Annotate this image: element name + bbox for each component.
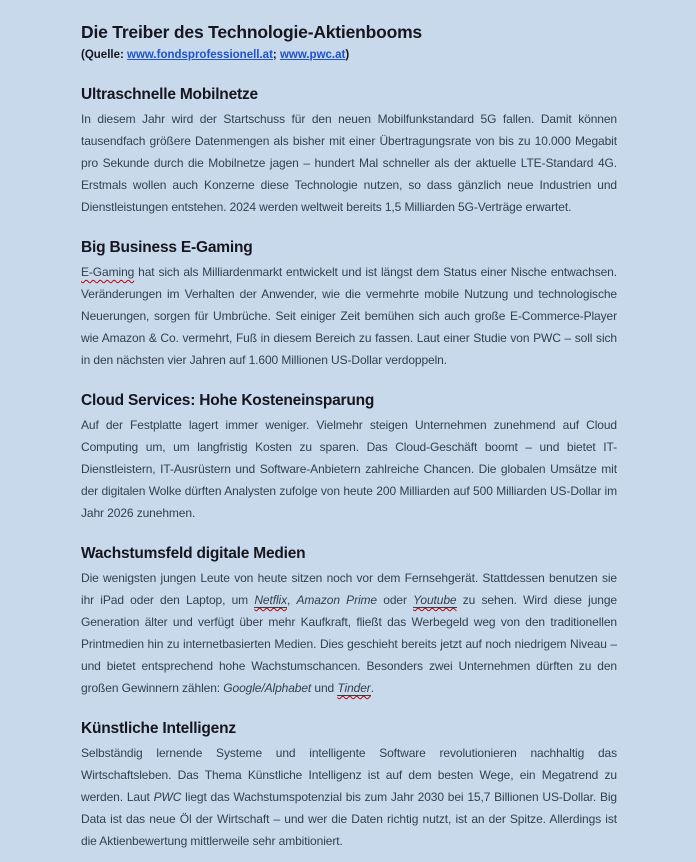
text-run: hat sich als Milliardenmarkt entwickelt und ist längst dem Status einer Nische entwachsen. Veränderungen im Verhalten der Anwender, wie die vermehrte mobile Nutzung und technologische Neuerungen, sorgen für Umbrüche. Seit einiger Zeit bemühen sich auch große E-Commerce-Player wie Amazon & Co. vermehrt, Fuß in diesem Bereich zu fassen. Laut einer Studie von PWC – soll sich in den nächsten vier Jahren auf 1.600 Millionen US-Dollar verdoppeln. — [81, 265, 617, 367]
text-run: und — [311, 681, 338, 695]
source-link-pwc[interactable]: www.pwc.at — [279, 49, 346, 61]
page-title: Die Treiber des Technologie-Aktienbooms — [81, 22, 422, 42]
text-run: , — [286, 593, 297, 607]
content-section — [81, 238, 617, 371]
content-section — [81, 85, 617, 218]
section-paragraph — [81, 414, 617, 524]
text-run: zu sehen. Wird diese junge Generation älter und verfügt über mehr Kaufkraft, fließt das Werbegeld weg von den traditionellen Printmedien hin zu internetbasierten Medien. Dies geschieht bereits jetzt auf noch niedrigem Niveau – und bietet entsprechend hohe Wachstumschancen. Besonders zwei Unternehmen dürften zu den großen Gewinnern zählen: — [81, 593, 617, 695]
section-heading: Cloud Services: Hohe Kosteneinsparung — [81, 392, 375, 409]
text-run: liegt das Wachstumspotenzial bis zum Jahr 2030 bei 15,7 Billionen US-Dollar. Big Data ist das neue Öl der Wirtschaft – und wer die Daten richtig nutzt, ist an der Spitze. Allerdings ist die Aktienbewertung mittlerweile sehr ambitioniert. — [81, 790, 617, 848]
text-run: Selbständig lernende Systeme und intelligente Software revolutionieren nachhaltig das Wirtschaftsleben. Das Thema Künstliche Intelligenz ist auf dem besten Wege, ein Megatrend zu werden. Laut — [81, 746, 617, 804]
content-section — [81, 719, 617, 852]
section-heading: Ultraschnelle Mobilnetze — [81, 86, 258, 103]
content-section — [81, 544, 617, 699]
section-paragraph — [81, 108, 617, 218]
emphasized-term: Google/Alphabet — [223, 681, 312, 695]
source-separator: ; — [272, 49, 280, 61]
section-paragraph — [81, 261, 617, 371]
text-run: . — [370, 681, 374, 695]
section-heading: Wachstumsfeld digitale Medien — [81, 545, 306, 562]
sections-container — [81, 85, 617, 852]
text-run: Auf der Festplatte lagert immer weniger. Vielmehr steigen Unternehmen zunehmend auf Cloud Computing um, um langfristig Kosten zu sparen. Das Cloud-Geschäft boomt – und bietet IT-Dienstleistern, IT-Ausrüstern und Software-Anbietern zahlreiche Chancen. Die globalen Umsätze mit der digitalen Wolke dürften Analysten zufolge von heute 200 Milliarden auf 500 Milliarden US-Dollar im Jahr 2026 zunehmen. — [81, 418, 617, 520]
emphasized-term: Amazon Prime — [296, 593, 377, 607]
emphasized-term: PWC — [153, 790, 182, 804]
emphasized-term: Tinder — [337, 681, 371, 695]
section-heading: Künstliche Intelligenz — [81, 720, 236, 737]
section-heading: Big Business E-Gaming — [81, 239, 253, 256]
source-link-fondsprofessionell[interactable]: www.fondsprofessionell.at — [127, 49, 273, 61]
section-paragraph — [81, 567, 617, 699]
emphasized-term: Youtube — [413, 593, 457, 607]
emphasized-term: Netflix — [254, 593, 287, 607]
emphasized-term: E-Gaming — [81, 265, 135, 279]
source-line — [81, 47, 617, 63]
section-paragraph — [81, 742, 617, 852]
source-prefix: (Quelle: — [81, 49, 128, 61]
source-suffix: ) — [345, 49, 350, 61]
text-run: oder — [377, 593, 414, 607]
text-run: Die wenigsten jungen Leute von heute sitzen noch vor dem Fernsehgerät. Stattdessen benutzen sie ihr iPad oder den Laptop, um — [81, 571, 617, 607]
content-section — [81, 391, 617, 524]
text-run: In diesem Jahr wird der Startschuss für den neuen Mobilfunkstandard 5G fallen. Damit können tausendfach größere Datenmengen als bisher mit einer Übertragungsrate von bis zu 10.000 Megabit pro Sekunde durch die Mobilnetze jagen – hundert Mal schneller als der aktuelle LTE-Standard 4G. Erstmals wollen auch Konzerne diese Technologie nutzen, so dass gänzlich neue Industrien und Dienstleistungen entstehen. 2024 werden weltweit bereits 1,5 Milliarden 5G-Verträge erwartet. — [81, 112, 617, 214]
